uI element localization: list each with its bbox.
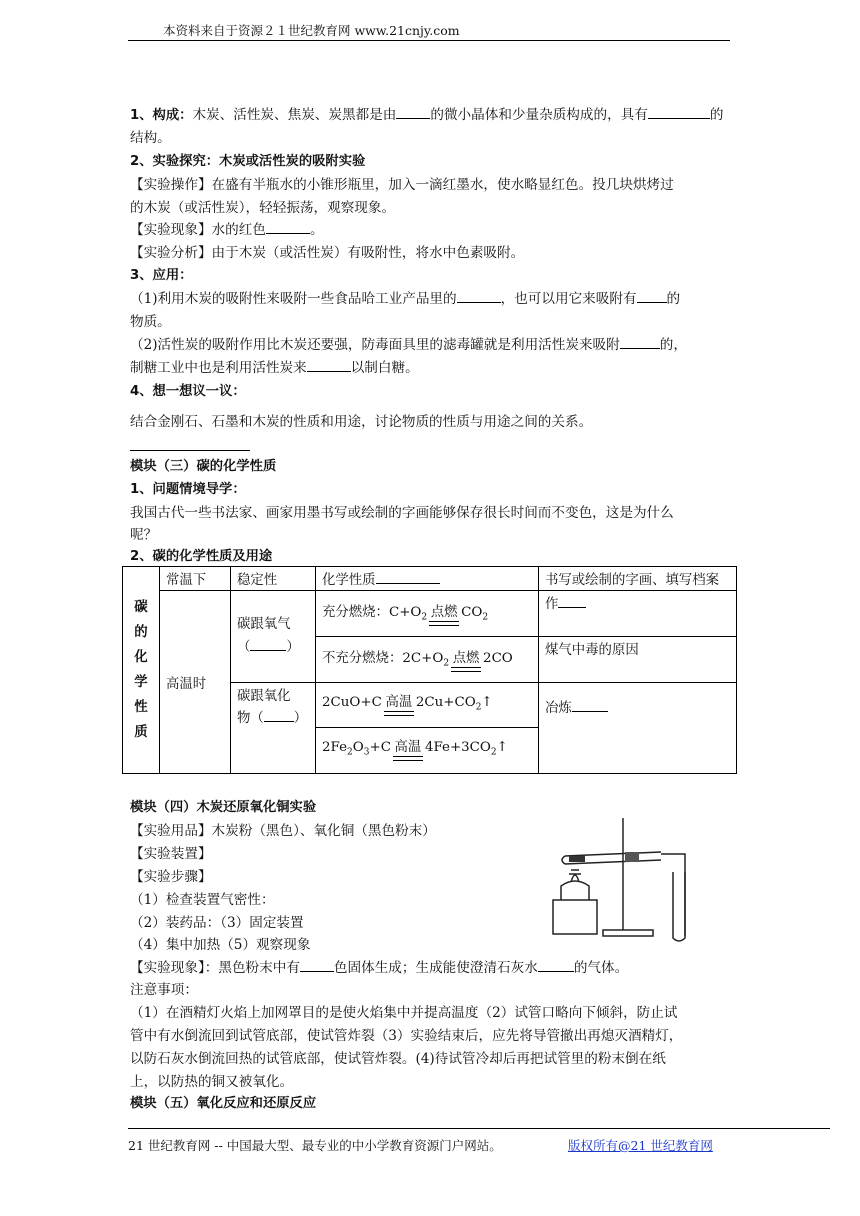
gas-arrow-icon: ↑: [496, 740, 508, 755]
line: 以防石灰水倒流回热的试管底部，使试管炸裂。(4)待试管冷却后再把试管里的粉末倒在纸: [130, 1051, 666, 1067]
blank[interactable]: [264, 707, 294, 722]
apparatus-illustration: [545, 812, 735, 942]
text: 碳跟氧化: [237, 689, 291, 704]
equals-bar: [393, 756, 423, 761]
stand-base: [603, 930, 653, 936]
text: 物（: [237, 711, 264, 726]
cell-oxide: [231, 683, 316, 774]
text: 制糖工业中也是利用活性炭来: [130, 360, 307, 376]
reaction-incomplete-combustion: [316, 637, 539, 683]
cell-chem-header: [316, 567, 539, 591]
line-composition: [130, 104, 735, 127]
heading-application: 3、应用：: [130, 268, 193, 283]
line: 上，以防热的铜又被氧化。: [130, 1074, 294, 1090]
subscript: 2: [475, 702, 482, 713]
char: 的: [134, 624, 148, 640]
text: 冶炼: [545, 701, 572, 716]
page-footer: [128, 1128, 830, 1154]
subscript: 3: [363, 747, 370, 758]
text: CO: [461, 605, 483, 620]
text: 的: [709, 107, 724, 123]
line: 结合金刚石、石墨和木炭的性质和用途，讨论物质的性质与用途之间的关系。: [130, 414, 593, 430]
line: 的木炭（或活性炭），轻轻振荡，观察现象。: [130, 200, 396, 216]
blank[interactable]: [648, 104, 710, 119]
text: ，也可以用它来吸附有: [500, 291, 637, 307]
heading-module5: 模块（五）氧化反应和还原反应: [130, 1096, 317, 1111]
blank[interactable]: [266, 219, 310, 234]
line: [130, 957, 735, 979]
heading-module4: 模块（四）木炭还原氧化铜实验: [130, 800, 317, 815]
blank[interactable]: [572, 697, 608, 712]
text: 2CuO+C: [322, 694, 382, 710]
line: [130, 288, 735, 310]
text: 木炭、活性炭、焦炭、炭黑都是由: [192, 107, 397, 123]
reaction-complete-combustion: [316, 591, 539, 637]
text: 的微小晶体和少量杂质构成的，具有: [430, 107, 648, 123]
blank[interactable]: [396, 104, 430, 119]
limewater-tube: [673, 872, 685, 941]
line: 【实验步骤】: [130, 869, 212, 885]
char: 碳: [134, 599, 148, 615]
text: 结构。: [130, 130, 171, 146]
heading-composition: 1、构成：: [130, 108, 193, 123]
condition: [451, 652, 481, 672]
heading-table: 2、碳的化学性质及用途: [130, 549, 273, 564]
reaction-fe2o3: [316, 728, 539, 774]
line: 注意事项：: [130, 982, 198, 998]
equals-bar: [451, 667, 481, 672]
text: 碳跟氧气: [237, 617, 291, 632]
text: 化学性质: [322, 573, 376, 588]
condition: [393, 741, 423, 761]
text: 充分燃烧：C+O: [322, 605, 422, 620]
blank[interactable]: [538, 957, 574, 972]
equals-bar: [384, 711, 414, 716]
text: （1)利用木炭的吸附性来吸附一些食品哈工业产品里的: [130, 291, 457, 307]
text: 点燃: [452, 651, 480, 666]
cell-room-temp: 常温下: [160, 567, 231, 591]
header-text: 本资料来自于资源２１世纪教育网 www.21cnjy.com: [163, 23, 460, 38]
blank[interactable]: [300, 957, 334, 972]
separator: [130, 450, 250, 451]
text: 高温: [385, 694, 413, 710]
text: 的，: [659, 337, 687, 353]
text: 2CO: [483, 651, 513, 666]
condition: [429, 606, 459, 626]
blank[interactable]: [620, 334, 660, 349]
text: 不充分燃烧：2C+O: [322, 651, 444, 666]
black-powder: [569, 856, 585, 862]
blank[interactable]: [307, 357, 351, 372]
copyright-link[interactable]: 版权所有@21 世纪教育网: [568, 1138, 713, 1153]
cell-stability: 稳定性: [231, 567, 316, 591]
footer-text: 21 世纪教育网 -- 中国最大型、最专业的中小学教育资源门户网站。: [128, 1138, 502, 1153]
line: 【实验分析】由于木炭（或活性炭）有吸附性，将水中色素吸附。: [130, 245, 525, 261]
cell-oxygen: [231, 591, 316, 683]
line: （2）装药品：（3）固定装置: [130, 915, 304, 931]
wood-block: [553, 900, 597, 934]
text: 2Fe: [322, 740, 348, 755]
cell-use-2: 煤气中毒的原因: [539, 637, 737, 683]
text: 。: [309, 222, 324, 238]
line: 我国古代一些书法家、画家用墨书写或绘制的字画能够保存很长时间而不变色，这是为什么: [130, 505, 674, 521]
line: 管中有水倒流回到试管底部，使试管炸裂（3）实验结束后，应先将导管撤出再熄灭酒精灯，: [130, 1028, 683, 1044]
carbon-properties-table: [122, 566, 737, 774]
condition: [384, 696, 414, 716]
text: 4Fe+3CO: [424, 740, 491, 755]
line: 【实验用品】木炭粉（黑色）、氧化铜（黑色粉末）: [130, 823, 436, 839]
line: （1）检查装置气密性：: [130, 892, 275, 908]
text: +C: [369, 740, 391, 755]
text: 点燃: [430, 605, 458, 620]
blank[interactable]: [558, 593, 586, 608]
cell-use-3: [539, 683, 737, 774]
heading-question: 1、问题情境导学：: [130, 482, 246, 497]
wire-gauze: [569, 870, 581, 874]
gas-arrow-icon: ↑: [481, 694, 493, 710]
text: 作: [545, 597, 559, 612]
line: （4）集中加热（5）观察现象: [130, 937, 311, 953]
blank[interactable]: [637, 288, 667, 303]
line: 物质。: [130, 314, 171, 330]
line: [130, 334, 735, 356]
text: O: [352, 740, 364, 755]
reaction-cuo: [316, 683, 539, 728]
text: （2)活性炭的吸附作用比木炭还要强，防毒面具里的滤毒罐就是利用活性炭来吸附: [130, 337, 620, 353]
line: [130, 357, 735, 379]
heading-experiment: 2、实验探究：木炭或活性炭的吸附实验: [130, 154, 366, 169]
text: 的: [666, 291, 681, 307]
cell-high-temp: 高温时: [160, 591, 231, 774]
subscript: 2: [443, 658, 450, 669]
clamp: [625, 852, 639, 862]
blank[interactable]: [457, 288, 501, 303]
char: 学: [134, 674, 148, 690]
text: ）: [286, 640, 300, 655]
page-header: [128, 22, 730, 41]
blank[interactable]: [376, 569, 440, 584]
blank[interactable]: [250, 636, 286, 651]
alcohol-lamp: [561, 881, 589, 900]
line: [130, 219, 735, 241]
text: 【实验现象】水的红色: [130, 222, 266, 238]
cell-use-header: 书写或绘制的字画、填写档案: [539, 567, 737, 591]
text: 的气体。: [573, 960, 629, 976]
equals-bar: [429, 621, 459, 626]
text: 色固体生成；生成能使澄清石灰水: [333, 960, 538, 976]
cell-use-1: [539, 591, 737, 637]
heading-discuss: 4、想一想议一议：: [130, 384, 246, 399]
subscript: 2: [347, 747, 353, 758]
char: 质: [134, 724, 148, 740]
text: 【实验现象】：黑色粉末中有: [130, 960, 300, 976]
line: 呢？: [130, 527, 158, 543]
text: 以制白糖。: [350, 360, 419, 376]
line: [130, 127, 735, 149]
char: 化: [134, 649, 148, 665]
vertical-label: [123, 567, 160, 774]
text: （: [237, 640, 251, 655]
line: （1）在酒精灯火焰上加网罩目的是使火焰集中并提高温度（2）试管口略向下倾斜，防止试: [130, 1005, 678, 1021]
heading-module3: 模块（三）碳的化学性质: [130, 459, 277, 474]
text: 高温: [394, 740, 422, 755]
subscript: 2: [482, 612, 489, 623]
text: 2Cu+CO: [415, 694, 476, 710]
line: 【实验操作】在盛有半瓶水的小锥形瓶里，加入一滴红墨水，使水略显红色。投几块烘烤过: [130, 177, 674, 193]
text: ）: [293, 711, 308, 726]
subscript: 2: [490, 747, 497, 758]
char: 性: [134, 699, 148, 715]
line: 【实验装置】: [130, 846, 212, 862]
subscript: 2: [421, 612, 428, 623]
